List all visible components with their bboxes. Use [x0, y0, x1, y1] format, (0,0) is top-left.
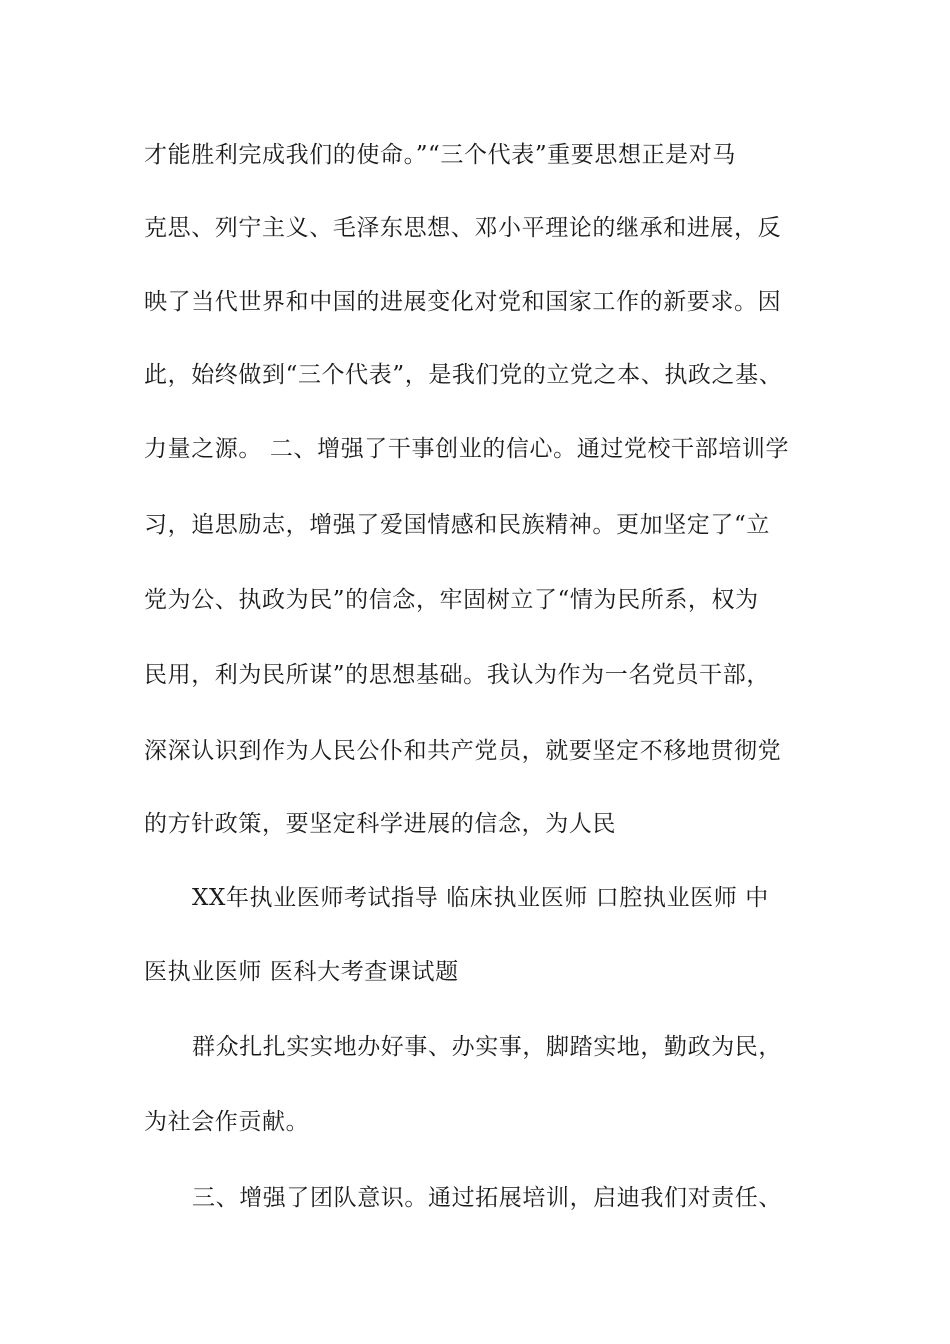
ad-line: XX年执业医师考试指导 临床执业医师 口腔执业医师 中	[192, 885, 769, 911]
text-line: 映了当代世界和中国的进展变化对党和国家工作的新要求。因	[144, 289, 782, 315]
text-line: 群众扎扎实实地办好事、办实事，脚踏实地，勤政为民，	[192, 1034, 782, 1060]
text-line: 此，始终做到“三个代表”，是我们党的立党之本、执政之基、	[144, 362, 783, 388]
text-line: 力量之源。 二、增强了干事创业的信心。通过党校干部培训学	[144, 436, 790, 462]
text-line: 民用，利为民所谋”的思想基础。我认为作为一名党员干部，	[144, 662, 770, 688]
text-line: 三、增强了团队意识。通过拓展培训，启迪我们对责任、	[192, 1185, 782, 1211]
text-line: 的方针政策，要坚定科学进展的信念，为人民	[144, 811, 616, 837]
text-line: 党为公、执政为民”的信念，牢固树立了“情为民所系，权为	[144, 587, 759, 613]
text-line: 为社会作贡献。	[144, 1109, 310, 1135]
text-line: 才能胜利完成我们的使命。”“三个代表”重要思想正是对马	[144, 142, 736, 168]
text-line: 习，追思励志，增强了爱国情感和民族精神。更加坚定了“立	[144, 512, 770, 538]
ad-line: 医执业医师 医科大考查课试题	[144, 959, 459, 985]
text-line: 深深认识到作为人民公仆和共产党员，就要坚定不移地贯彻党	[144, 738, 782, 764]
text-line: 克思、列宁主义、毛泽东思想、邓小平理论的继承和进展，反	[144, 215, 782, 241]
